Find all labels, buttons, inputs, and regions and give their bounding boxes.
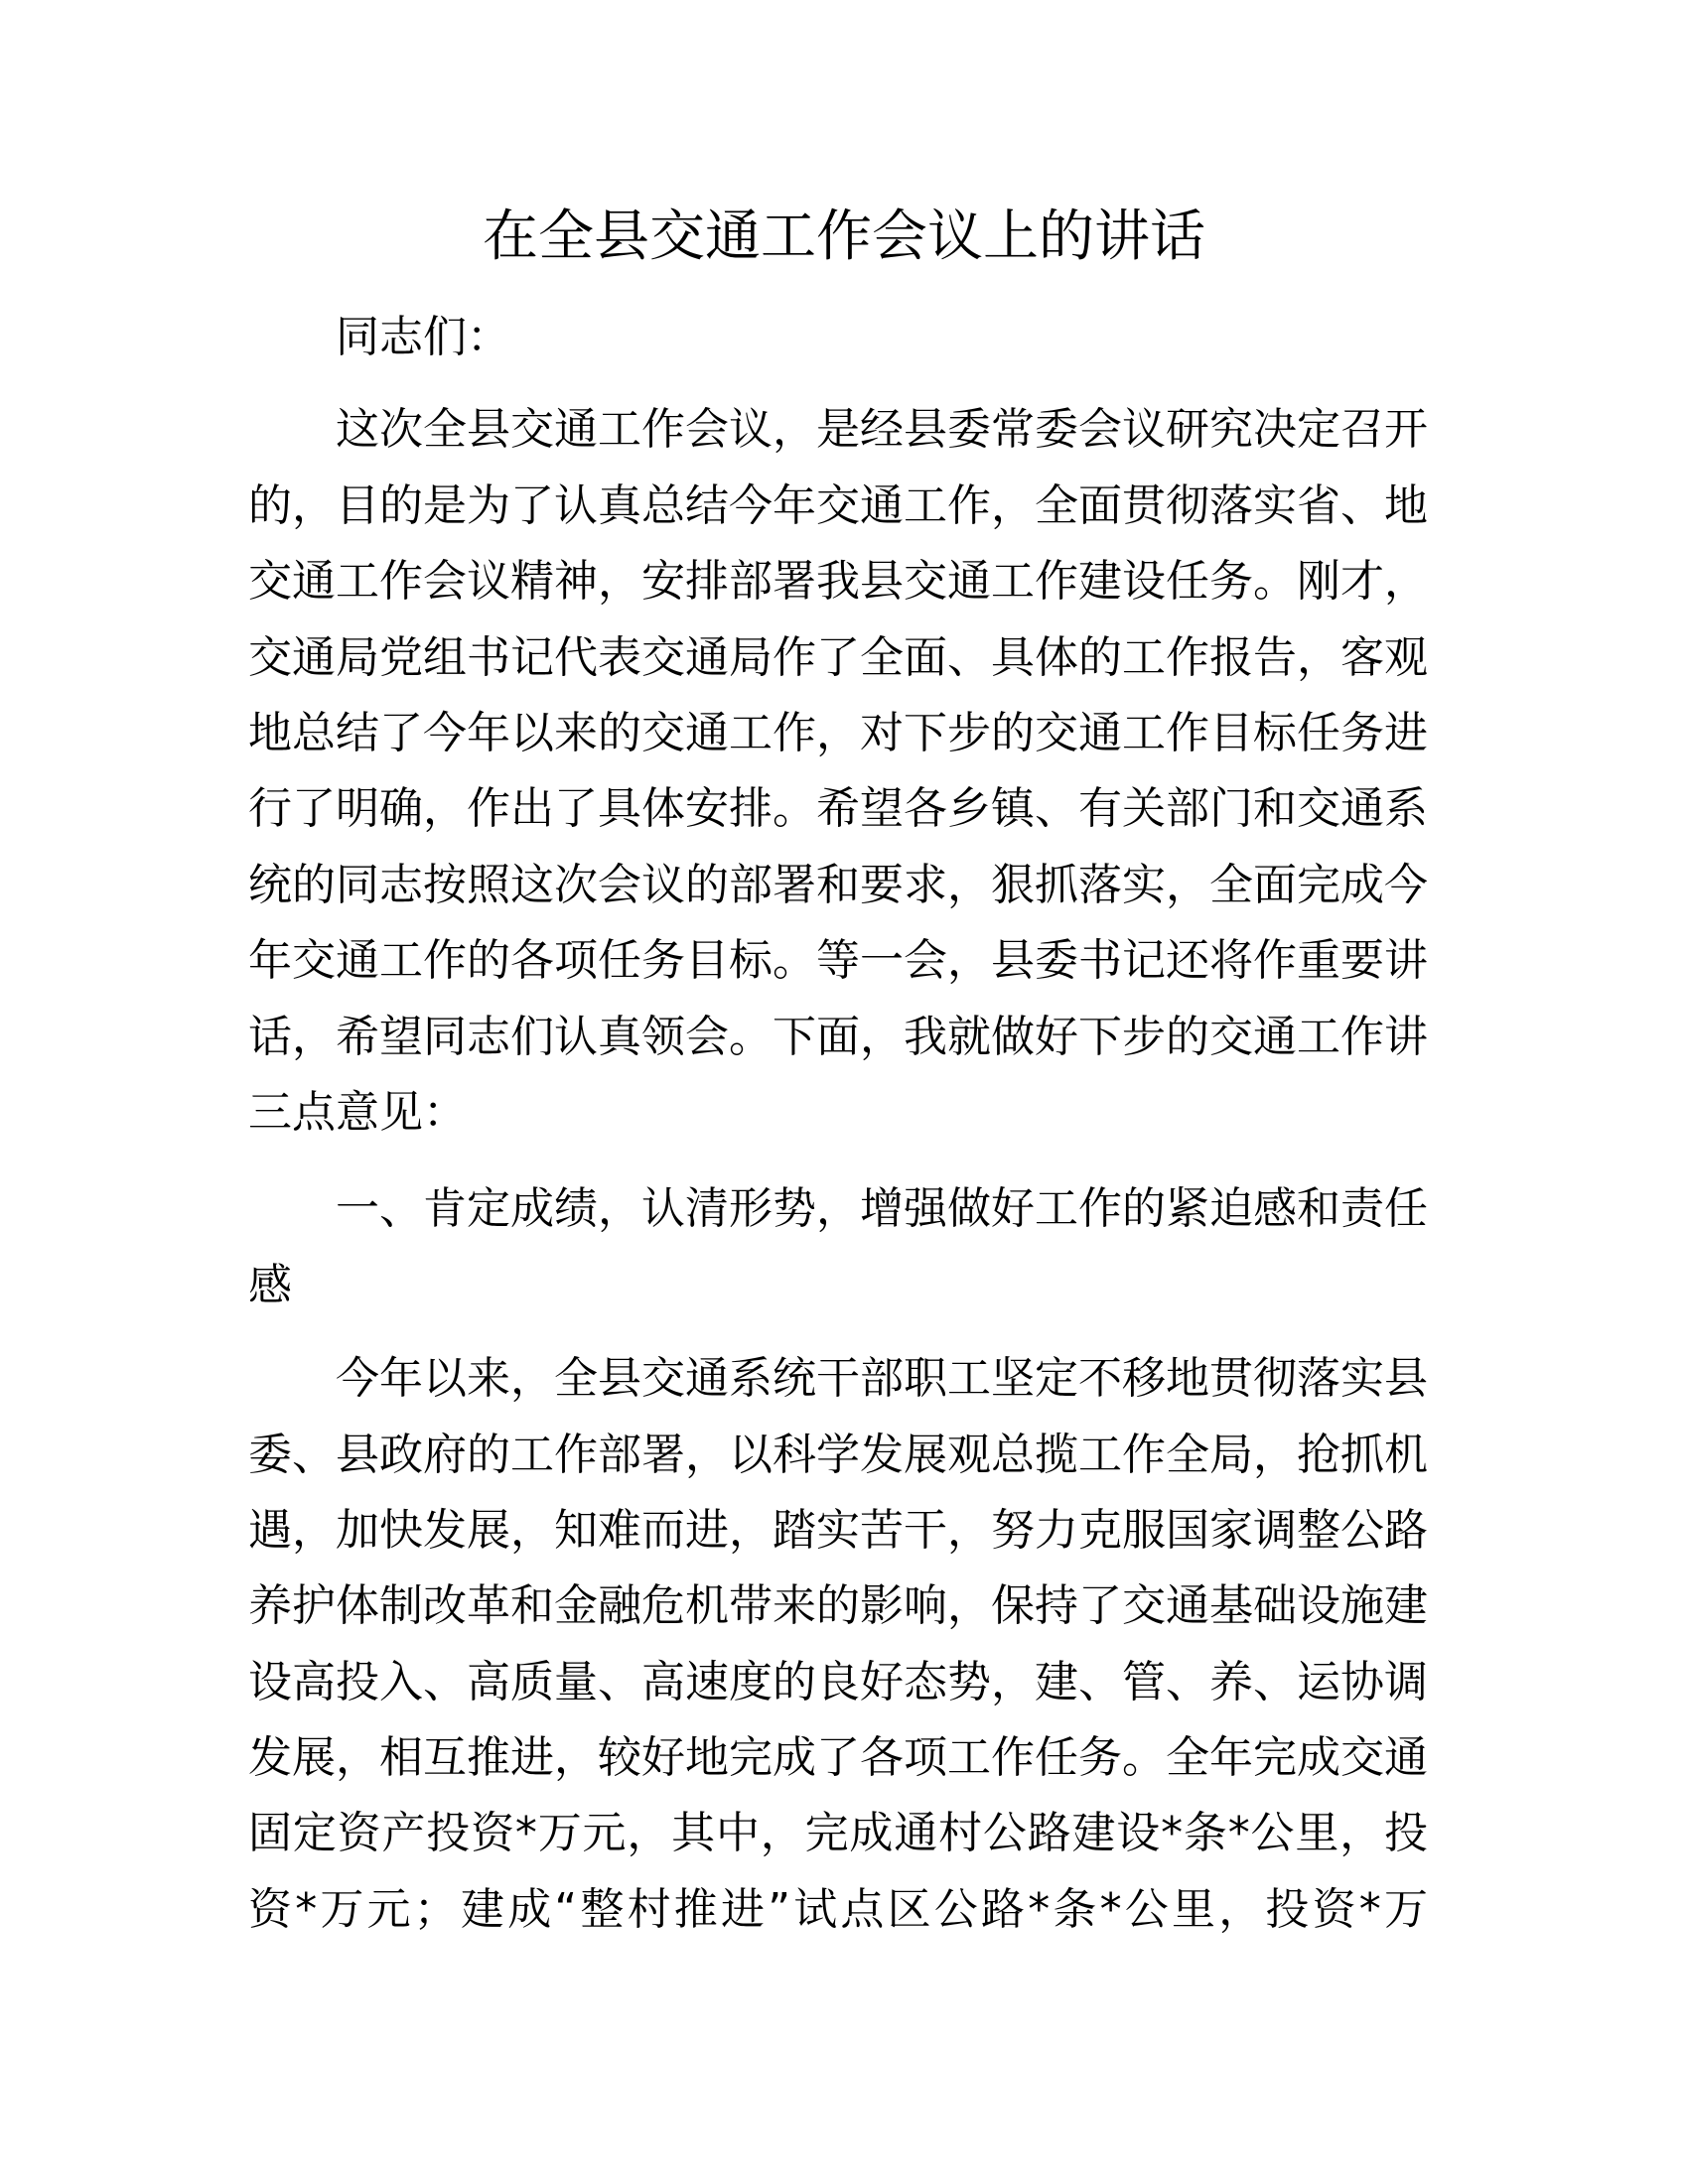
- text-line: 委、县政府的工作部署，以科学发展观总揽工作全局，抢抓机: [248, 1430, 1428, 1480]
- document-title: 在全县交通工作会议上的讲话: [483, 205, 1205, 269]
- text-line: 养护体制改革和金融危机带来的影响，保持了交通基础设施建: [248, 1580, 1428, 1631]
- text-line: 这次全县交通工作会议，是经县委常委会议研究决定召开: [336, 404, 1428, 455]
- heading-line: 感: [248, 1260, 292, 1310]
- text-line: 三点意见：: [248, 1087, 467, 1138]
- text-line: 设高投入、高质量、高速度的良好态势，建、管、养、运协调: [248, 1657, 1428, 1707]
- text-line: 资*万元；建成“整村推进”试点区公路*条*公里，投资*万: [248, 1884, 1428, 1935]
- text-line: 遇，加快发展，知难而进，踏实苦干，努力克服国家调整公路: [248, 1505, 1428, 1556]
- text-line: 今年以来，全县交通系统干部职工坚定不移地贯彻落实县: [336, 1353, 1428, 1404]
- text-line: 年交通工作的各项任务目标。等一会，县委书记还将作重要讲: [248, 935, 1428, 986]
- text-line: 固定资产投资*万元，其中，完成通村公路建设*条*公里，投: [248, 1808, 1428, 1858]
- heading-line: 一、肯定成绩，认清形势，增强做好工作的紧迫感和责任: [336, 1183, 1428, 1234]
- text-line: 交通局党组书记代表交通局作了全面、具体的工作报告，客观: [248, 632, 1428, 683]
- text-line: 交通工作会议精神，安排部署我县交通工作建设任务。刚才，: [248, 556, 1428, 607]
- text-line: 话，希望同志们认真领会。下面，我就做好下步的交通工作讲: [248, 1012, 1428, 1062]
- text-line: 发展，相互推进，较好地完成了各项工作任务。全年完成交通: [248, 1732, 1428, 1783]
- text-line: 行了明确，作出了具体安排。希望各乡镇、有关部门和交通系: [248, 783, 1428, 834]
- salutation: 同志们：: [336, 312, 510, 362]
- text-line: 的，目的是为了认真总结今年交通工作，全面贯彻落实省、地: [248, 480, 1428, 531]
- text-line: 统的同志按照这次会议的部署和要求，狠抓落实，全面完成今: [248, 860, 1428, 910]
- text-line: 地总结了今年以来的交通工作，对下步的交通工作目标任务进: [248, 708, 1428, 758]
